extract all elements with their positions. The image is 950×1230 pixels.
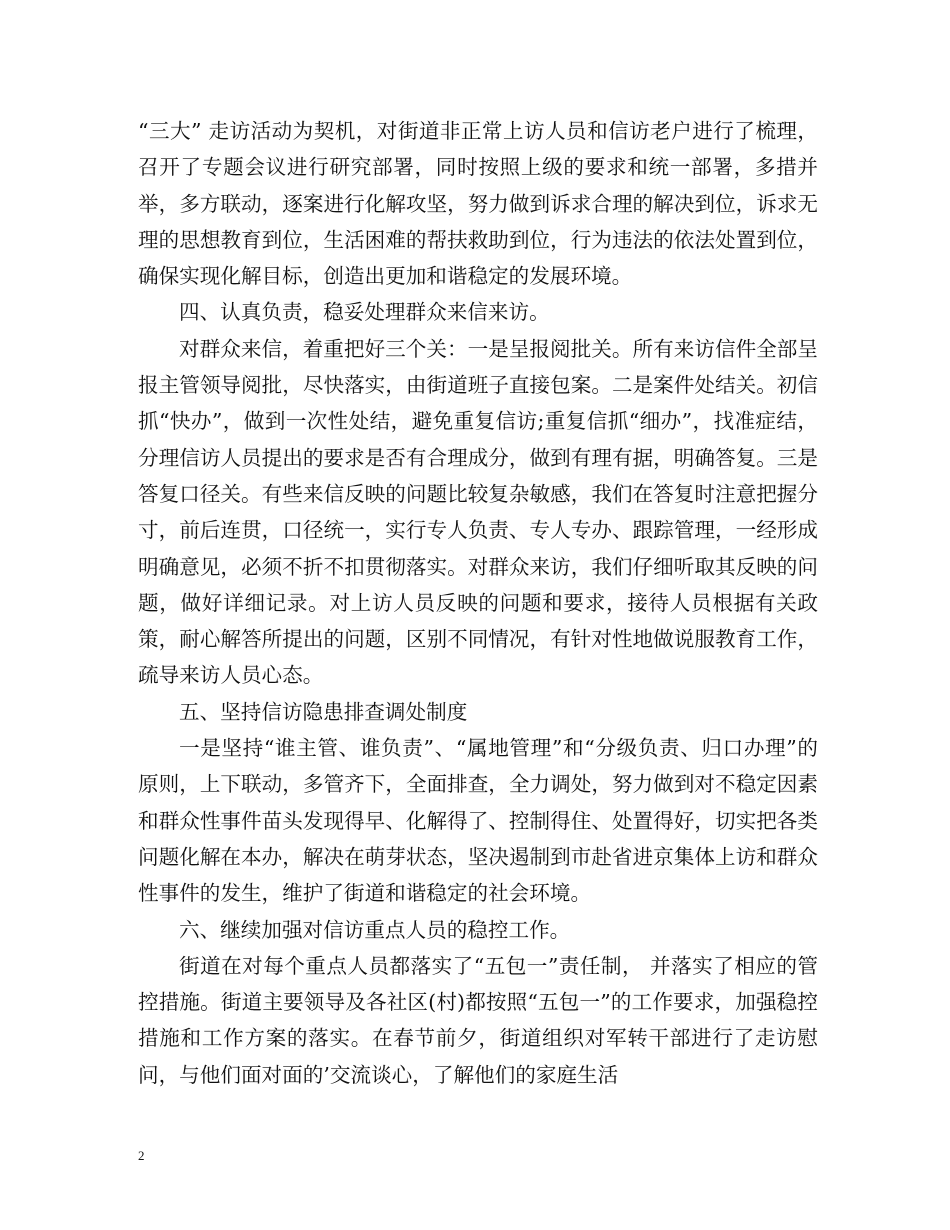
paragraph-key-personnel: 街道在对每个重点人员都落实了“五包一”责任制， 并落实了相应的管控措施。街道主要领导及各社区(村)都按照“五包一”的工作要求，加强稳控措施和工作方案的落实。在春节前夕，街道组织对军转干部进行了走访慰问，与他们面对面的’交流谈心，了解他们的家庭生活 (138, 953, 818, 1087)
paragraph-continuation: “三大” 走访活动为契机，对街道非正常上访人员和信访老户进行了梳理，召开了专题会议进行研究部署，同时按照上级的要求和统一部署，多措并举，多方联动，逐案进行化解攻坚，努力做到诉求合理的解决到位，诉求无理的思想教育到位，生活困难的帮扶救助到位，行为违法的依法处置到位，确保实现化解目标，创造出更加和谐稳定的发展环境。 (138, 119, 818, 289)
section-heading-6: 六、继续加强对信访重点人员的稳控工作。 (179, 917, 571, 942)
document-body (138, 113, 818, 1093)
paragraph-letters-visits: 对群众来信，着重把好三个关：一是呈报阅批关。所有来访信件全部呈报主管领导阅批，尽快落实，由街道班子直接包案。二是案件处结关。初信抓“快办”，做到一次性处结，避免重复信访;重复信抓“细办”，找准症结，分理信访人员提出的要求是否有合理成分，做到有理有据，明确答复。三是答复口径关。有些来信反映的问题比较复杂敏感，我们在答复时注意把握分寸，前后连贯，口径统一，实行专人负责、专人专办、跟踪管理，一经形成明确意见，必须不折不扣贯彻落实。对群众来访，我们仔细听取其反映的问题，做好详细记录。对上访人员反映的问题和要求，接待人员根据有关政策，耐心解答所提出的问题，区别不同情况，有针对性地做说服教育工作，疏导来访人员心态。 (138, 336, 818, 688)
section-heading-5: 五、坚持信访隐患排查调处制度 (179, 699, 468, 724)
page-number: 2 (138, 1148, 145, 1163)
section-heading-4: 四、认真负责，稳妥处理群众来信来访。 (179, 300, 550, 325)
paragraph-hazard-investigation: 一是坚持“谁主管、谁负责”、“属地管理”和“分级负责、归口办理”的原则，上下联动，多管齐下，全面排查，全力调处，努力做到对不稳定因素和群众性事件苗头发现得早、化解得了、控制得住、处置得好，切实把各类问题化解在本办，解决在萌芽状态，坚决遏制到市赴省进京集体上访和群众性事件的发生，维护了街道和谐稳定的社会环境。 (138, 736, 818, 906)
